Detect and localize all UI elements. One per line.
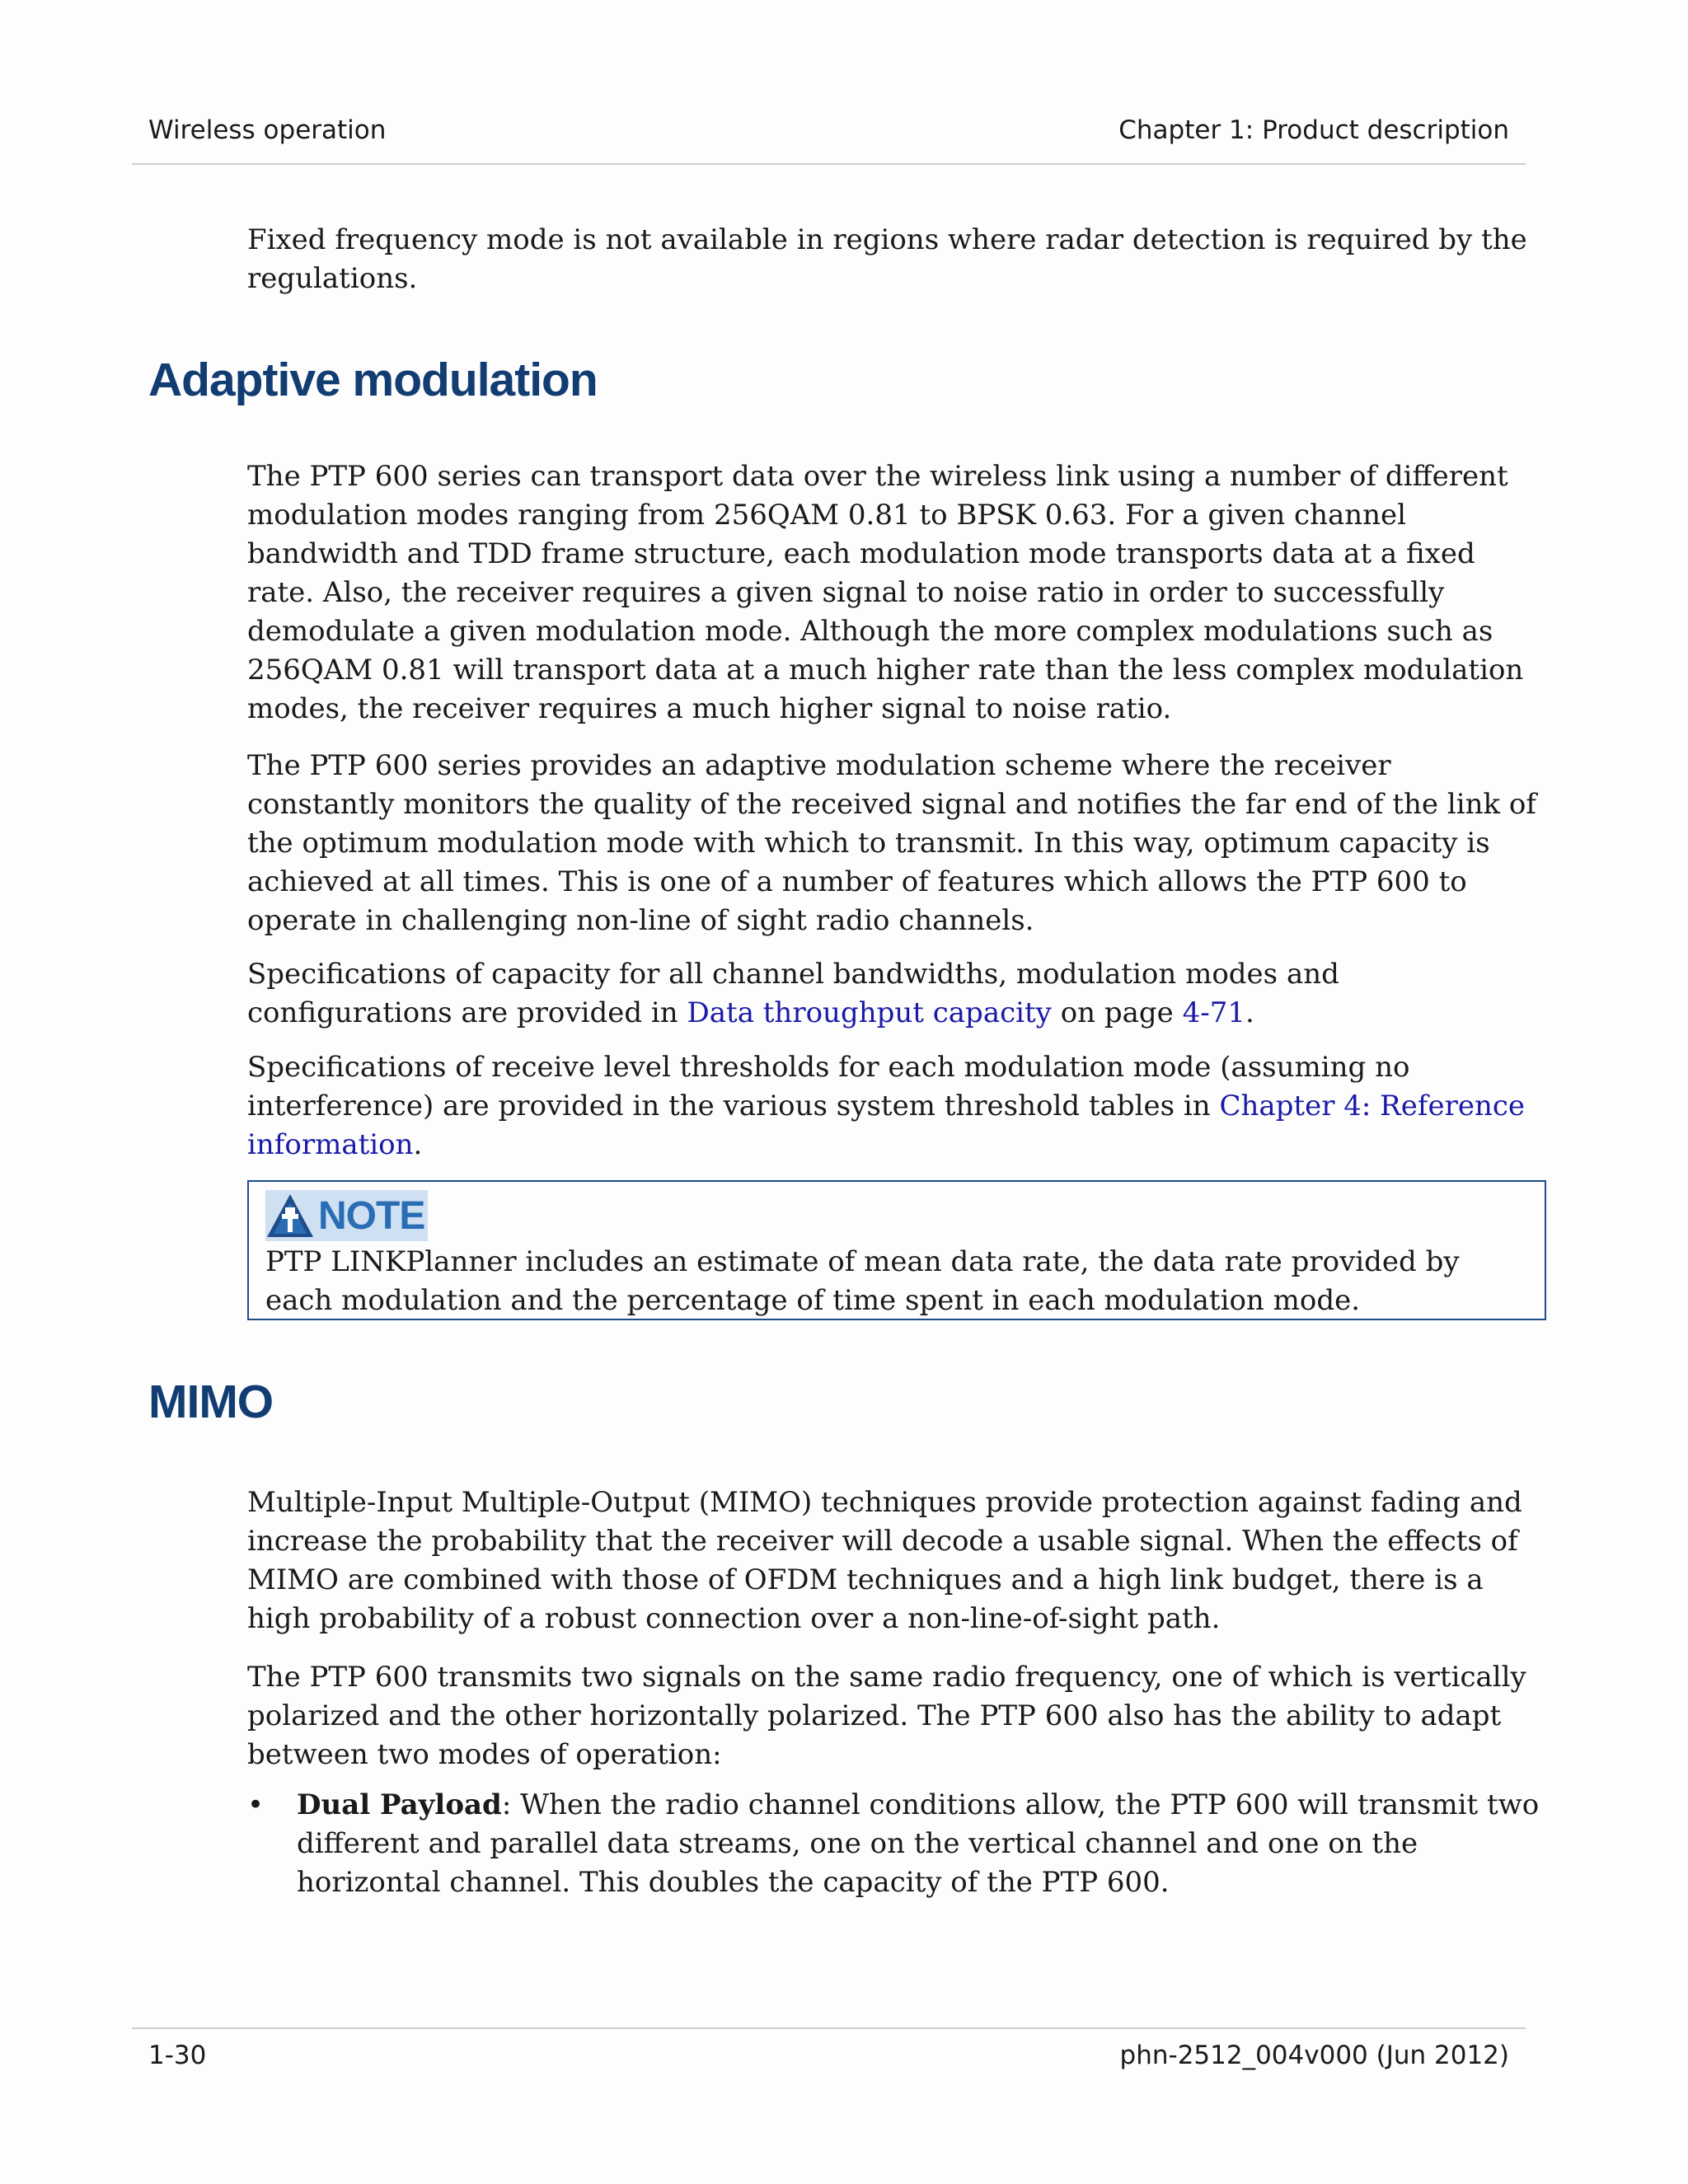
note-label: NOTE (318, 1193, 425, 1238)
page-footer (132, 2027, 1526, 2079)
document-id: phn-2512_004v000 (Jun 2012) (1119, 2041, 1509, 2070)
bullet-term: Dual Payload (297, 1788, 502, 1821)
note-header (265, 1190, 428, 1241)
data-throughput-capacity-link[interactable]: Data throughput capacity (687, 996, 1052, 1029)
intro-paragraph: Fixed frequency mode is not available in regions where radar detection is required by the regulations. (247, 223, 1527, 295)
note-box (247, 1180, 1546, 1320)
warning-triangle-icon (265, 1193, 315, 1239)
bullet-description: : When the radio channel conditions allow, the PTP 600 will transmit two different and parallel data streams, one on the vertical channel and one on the horizontal channel. This doubles the capacity of the PTP 600. (297, 1788, 1540, 1899)
bullet-content (297, 1786, 1541, 1902)
mimo-paragraph-1: Multiple-Input Multiple-Output (MIMO) techniques provide protection against fading and increase the probability that the receiver will decode a usable signal. When the effects of MIMO are combined with those of OFDM techniques and a high link budget, there is a high probability of a robust connection over a non-line-of-sight path. (247, 1486, 1522, 1635)
bullet-dot-icon: • (247, 1788, 265, 1821)
page-4-71-link[interactable]: 4-71 (1182, 996, 1245, 1029)
chapter-4-reference-link[interactable]: Chapter 4: Reference information (247, 1090, 1526, 1161)
p4-text: Specifications of receive level thresholds for each modulation mode (assuming no interference) are provided in the various system threshold tables in (247, 1051, 1410, 1122)
adaptive-paragraph-4 (247, 1048, 1541, 1165)
page-number: 1-30 (148, 2041, 207, 2070)
header-chapter-title: Chapter 1: Product description (1118, 115, 1509, 145)
p4-end-text: . (413, 1128, 423, 1161)
adaptive-paragraph-2: The PTP 600 series provides an adaptive modulation scheme where the receiver constantly monitors the quality of the received signal and notifies the far end of the link of the optimum modulation mode with which to transmit. In this way, optimum capacity is achieved at all times. This is one of a number of features which allows the PTP 600 to operate in challenging non-line of sight radio channels. (247, 749, 1536, 937)
p3-text: Specifications of capacity for all channel bandwidths, modulation modes and configurations are provided in (247, 958, 1339, 1029)
adaptive-modulation-heading: Adaptive modulation (148, 354, 598, 406)
p3-mid-text: on page (1051, 996, 1183, 1029)
note-text: PTP LINKPlanner includes an estimate of mean data rate, the data rate provided by each modulation and the percentage of time spent in each modulation mode. (265, 1245, 1460, 1317)
mimo-paragraph-2: The PTP 600 transmits two signals on the same radio frequency, one of which is vertically polarized and the other horizontally polarized. The PTP 600 also has the ability to adapt between two modes of operation: (247, 1661, 1526, 1771)
adaptive-paragraph-1: The PTP 600 series can transport data over the wireless link using a number of different modulation modes ranging from 256QAM 0.81 to BPSK 0.63. For a given channel bandwidth and TDD frame structure, each modulation mode transports data at a fixed rate. Also, the receiver requires a given signal to noise ratio in order to successfully demodulate a given modulation mode. Although the more complex modulations such as 256QAM 0.81 will transport data at a much higher rate than the less complex modulation modes, the receiver requires a much higher signal to noise ratio. (247, 460, 1524, 725)
adaptive-paragraph-3 (247, 955, 1541, 1033)
p3-end-text: . (1245, 996, 1254, 1029)
page-header (132, 0, 1526, 165)
header-section-title: Wireless operation (148, 115, 387, 145)
mimo-heading: MIMO (148, 1376, 274, 1428)
